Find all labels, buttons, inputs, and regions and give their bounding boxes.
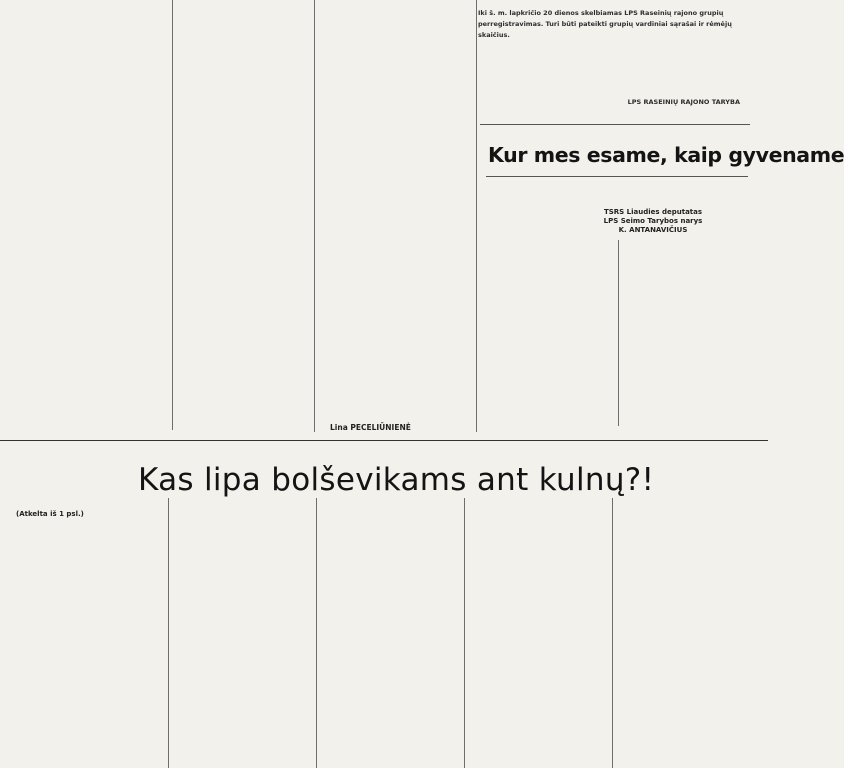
headline-kas-lipa: Kas lipa bolševikams ant kulnų?!	[138, 462, 655, 498]
byline-line: LPS Seimo Tarybos narys	[603, 217, 703, 225]
notice-text: Iki š. m. lapkričio 20 dienos skelbiamas LPS Raseinių rajono grupių perregistravimas. Turi būti pateikti grupių vardiniai sąrašai ir rėmėjų skaičius.	[478, 9, 732, 39]
continued-from-note: (Atkelta iš 1 psl.)	[16, 510, 84, 518]
kur-column-1	[480, 240, 614, 426]
column-rule	[612, 498, 613, 768]
top-column-1	[10, 0, 168, 430]
registration-notice	[478, 8, 748, 41]
kas-column-1	[12, 522, 164, 768]
headline-underline	[486, 176, 748, 177]
column-rule	[168, 498, 169, 768]
column-rule	[316, 498, 317, 768]
column-rule	[314, 0, 315, 432]
column-rule	[476, 0, 477, 432]
byline-kur	[578, 208, 728, 235]
kas-column-4	[468, 500, 608, 768]
top-column-3	[322, 0, 472, 418]
article-author: Lina PECELIŪNIENĖ	[330, 423, 411, 432]
byline-line: TSRS Liaudies deputatas	[603, 208, 703, 216]
kas-column-5	[616, 500, 756, 768]
headline-kur-mes-esame: Kur mes esame, kaip gyvename	[488, 143, 844, 167]
byline-line: K. ANTANAVIČIUS	[618, 226, 688, 234]
notice-signature: LPS RASEINIŲ RAJONO TARYBA	[627, 98, 740, 106]
kas-column-2	[172, 500, 312, 768]
section-divider	[0, 440, 768, 441]
kas-column-3	[320, 500, 460, 768]
top-column-2	[176, 0, 326, 430]
column-rule	[464, 498, 465, 768]
column-rule	[172, 0, 173, 430]
notice-divider	[480, 124, 750, 125]
kur-column-2	[622, 240, 756, 426]
column-rule	[618, 240, 619, 426]
